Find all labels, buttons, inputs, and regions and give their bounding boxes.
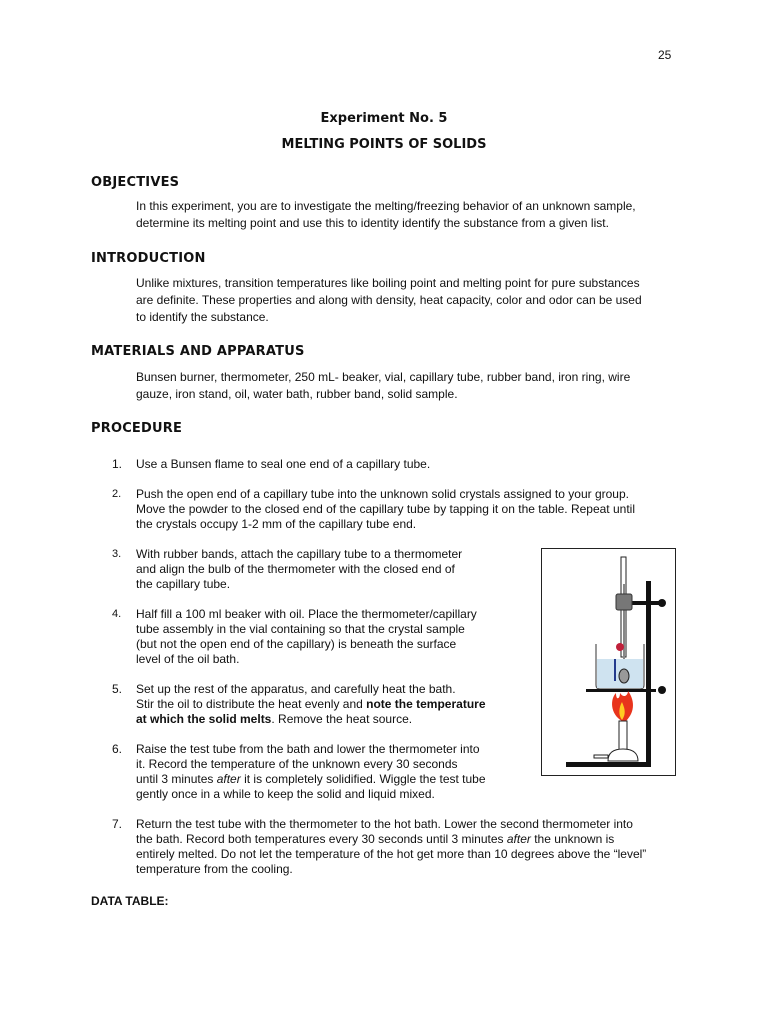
step-number: 5. [112,682,123,696]
step-number: 3. [112,548,122,560]
experiment-number: Experiment No. 5 [320,111,448,126]
emphasis-bold: note the temperature at which the solid melts [136,697,486,726]
step-text: Set up the rest of the apparatus, and carefully heat the bath. Stir the oil to distribute the heat evenly and note the temperature at which the solid melts. Remove the heat source. [136,682,486,726]
apparatus-figure [541,548,676,776]
gas-inlet [594,755,608,758]
step-text: With rubber bands, attach the capillary tube to a thermometer and align the bulb of the thermometer with the closed end of the capillary tube. [136,547,463,591]
introduction-text: Unlike mixtures, transition temperatures like boiling point and melting point for pure substances are definite. These properties and along with density, heat capacity, color and odor can be used to identify the substance. [136,276,642,324]
step-text: Use a Bunsen flame to seal one end of a capillary tube. [136,457,431,471]
capillary-tube [614,659,616,681]
materials-heading: MATERIALS AND APPARATUS [91,344,305,359]
stand-base [566,762,651,767]
emphasis-italic: after [506,832,531,846]
burner-base [608,749,638,761]
procedure-heading: PROCEDURE [91,421,183,436]
introduction-heading: INTRODUCTION [91,251,206,266]
rubber-band-sample [616,643,624,651]
step-number: 6. [112,742,123,756]
step-text: Half fill a 100 ml beaker with oil. Place the thermometer/capillary tube assembly in the vial containing so that the crystal sample (but not the open end of the capillary) is beneath the surface level of the oil bath. [136,607,477,666]
step-text: Return the test tube with the thermometer to the hot bath. Lower the second thermometer into the bath. Record both temperatures every 30 seconds until 3 minutes after the unknown is entirely melted. Do not let the temperature of the hot get more than 10 degrees above the “level” temperature from the cooling. [136,817,647,876]
burner-barrel [619,721,627,751]
page-number: 25 [658,48,672,62]
thermometer-bulb [619,669,629,683]
step-text: Push the open end of a capillary tube into the unknown solid crystals assigned to your group. Move the powder to the closed end of the capillary tube by tapping it on the table. Repeat until the crystals occupy 1-2 mm of the capillary tube end. [136,487,635,531]
stand-rod [646,581,651,767]
thermometer-clamp [616,594,632,610]
experiment-title: MELTING POINTS OF SOLIDS [281,137,487,152]
step-number: 2. [112,488,122,500]
emphasis-italic: after [216,772,241,786]
apparatus-illustration [542,549,675,775]
objectives-heading: OBJECTIVES [91,175,180,190]
step-number: 1. [112,457,123,471]
step-number: 7. [112,817,123,831]
objectives-text: In this experiment, you are to investigate the melting/freezing behavior of an unknown sample, determine its melting point and use this to identity identify the substance from a given list. [136,199,636,230]
top-clamp-knob [658,599,666,607]
step-number: 4. [112,608,122,620]
ring-clamp-knob [658,686,666,694]
step-text: Raise the test tube from the bath and lower the thermometer into it. Record the temperature of the unknown every 30 seconds until 3 minutes after it is completely solidified. Wiggle the test tube gently once in a while to keep the solid and liquid mixed. [136,742,486,801]
materials-text: Bunsen burner, thermometer, 250 mL- beaker, vial, capillary tube, rubber band, iron ring, wire gauze, iron stand, oil, water bath, rubber band, solid sample. [136,370,631,401]
data-table-label: DATA TABLE: [91,894,169,908]
wire-gauze [586,689,656,692]
